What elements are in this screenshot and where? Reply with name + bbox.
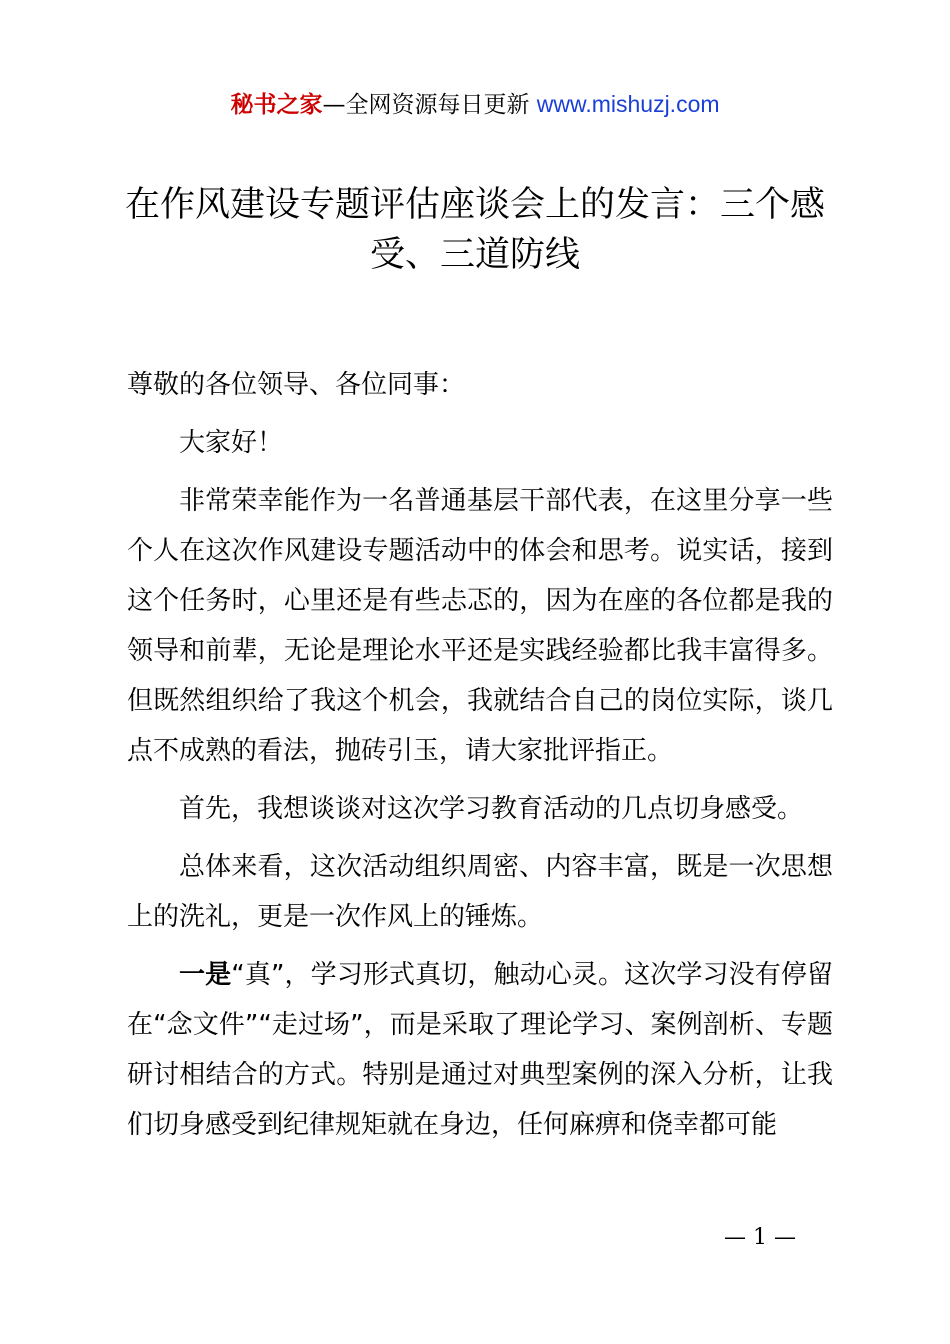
paragraph-greeting: 大家好！	[179, 428, 284, 458]
point-one-text: “真”，学习形式真切，触动心灵。这次学习没有停留在“念文件”“走过场”，而是采取了理论学习、案例剖析、专题研讨相结合的方式。特别是通过对典型案例的深入分析，让我们切身感受到纪律规矩就在身边，任何麻痹和侥幸都可能	[127, 960, 833, 1140]
salutation: 尊敬的各位领导、各位同事：	[127, 370, 466, 400]
document-body	[127, 360, 833, 1158]
document-title: 在作风建设专题评估座谈会上的发言：三个感受、三道防线	[124, 185, 825, 275]
point-one-lead: 一是	[179, 960, 232, 990]
paragraph-point-one	[127, 950, 833, 1150]
paragraph-overview: 总体来看，这次活动组织周密、内容丰富，既是一次思想上的洗礼，更是一次作风上的锤炼。	[127, 852, 833, 932]
site-header	[0, 88, 950, 121]
paragraph-first-point: 首先，我想谈谈对这次学习教育活动的几点切身感受。	[179, 794, 804, 824]
header-slogan: —全网资源每日更新	[322, 92, 537, 118]
page-number: — 1 —	[724, 1225, 796, 1250]
paragraph-intro: 非常荣幸能作为一名普通基层干部代表，在这里分享一些个人在这次作风建设专题活动中的体会和思考。说实话，接到这个任务时，心里还是有些忐忑的，因为在座的各位都是我的领导和前辈，无论是理论水平还是实践经验都比我丰富得多。但既然组织给了我这个机会，我就结合自己的岗位实际，谈几点不成熟的看法，抛砖引玉，请大家批评指正。	[127, 486, 833, 766]
site-url-link[interactable]: www.mishuzj.com	[536, 91, 720, 117]
brand-name: 秘书之家	[230, 92, 323, 118]
